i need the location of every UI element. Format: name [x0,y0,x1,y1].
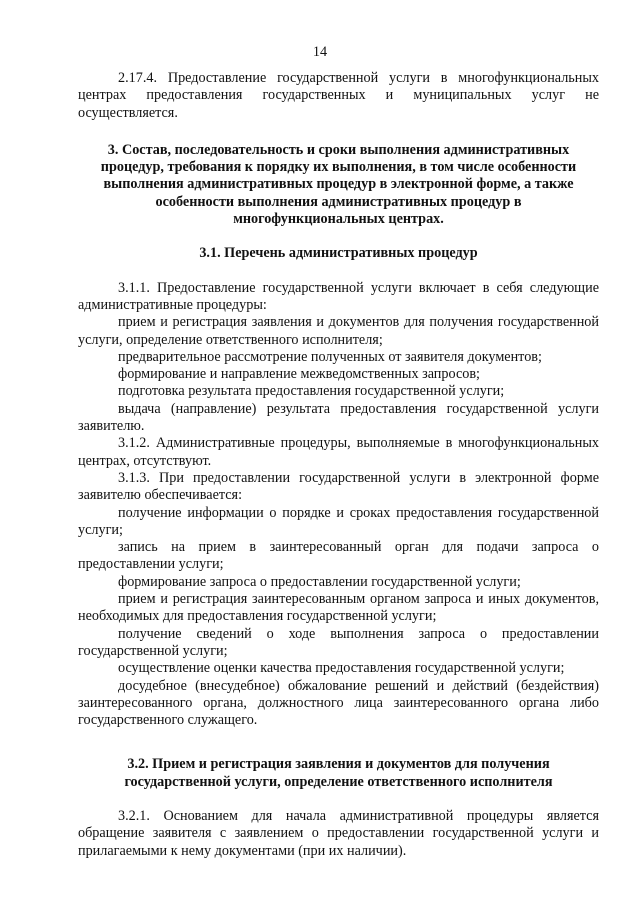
list-item: досудебное (внесудебное) обжалование решений и действий (бездействия) заинтересованного органа, должностного лица заинтересованного органа либо государственного служащего. [78,677,599,729]
list-item: получение информации о порядке и сроках предоставления государственной услуги; [78,504,599,538]
section-3-1-body [78,280,599,730]
intro-paragraph: 2.17.4. Предоставление государственной услуги в многофункциональных центрах предоставления государственных и муниципальных услуг не осуществляется. [78,70,599,121]
list-item: подготовка результата предоставления государственной услуги; [118,383,505,400]
list-item: предварительное рассмотрение полученных от заявителя документов; [118,348,542,365]
paragraph-3-1-3: 3.1.3. При предоставлении государственной услуги в электронной форме заявителю обеспечивается: [78,469,599,504]
section-3-2-heading: 3.2. Прием и регистрация заявления и документов для получения государственной услуги, определение ответственного исполнителя [124,756,553,790]
list-item: выдача (направление) результата предоставления государственной услуги заявителю. [78,400,599,435]
section-3-1-heading: 3.1. Перечень административных процедур [199,245,478,262]
paragraph-3-1-2: 3.1.2. Административные процедуры, выполняемые в многофункциональных центрах, отсутствуют. [78,435,599,469]
document-body [78,70,599,860]
list-item: прием и регистрация заинтересованным органом запроса и иных документов, необходимых для предоставления государственной услуги; [78,591,599,625]
paragraph-3-1-1: 3.1.1. Предоставление государственной услуги включает в себя следующие административные процедуры: [78,279,599,313]
list-item: прием и регистрация заявления и документов для получения государственной услуги, определение ответственного исполнителя; [78,314,599,348]
list-item: формирование и направление межведомственных запросов; [118,366,480,383]
list-item: получение сведений о ходе выполнения запроса о предоставлении государственной услуги; [78,625,599,659]
list-item: формирование запроса о предоставлении государственной услуги; [118,573,521,590]
list-item: осуществление оценки качества предоставления государственной услуги; [118,660,565,677]
section-3-heading: 3. Состав, последовательность и сроки выполнения административных процедур, требования к порядку их выполнения, в том числе особенности выполнения административных процедур в электронной форме, а также особенности выполнения административных процедур в многофункциональных центрах. [100,141,577,228]
page-number: 14 [312,44,328,60]
paragraph-3-2-1: 3.2.1. Основанием для начала административной процедуры является обращение заявителя с заявлением о предоставлении государственной услуги и прилагаемыми к нему документами (при их наличии). [78,807,599,859]
list-item: запись на прием в заинтересованный орган для подачи запроса о предоставлении услуги; [78,539,599,573]
